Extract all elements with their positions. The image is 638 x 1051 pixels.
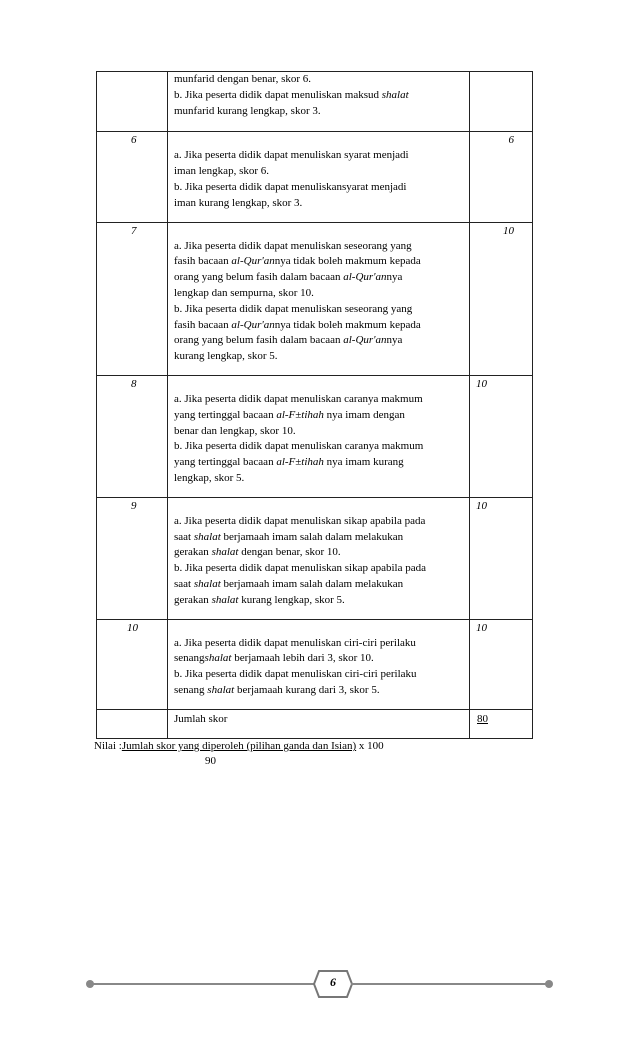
question-number: 7 [97, 222, 168, 375]
question-number: 10 [97, 619, 168, 709]
rubric-row [97, 375, 533, 497]
rubric-line: orang yang belum fasih dalam bacaan al-Qur'annya [174, 334, 403, 347]
rubric-line: yang tertinggal bacaan al-F±tihah nya imam kurang [174, 456, 404, 469]
footer-left-rule [92, 983, 315, 985]
rubric-line: b. Jika peserta didik dapat menuliskan maksud shalat [174, 88, 409, 101]
total-row [97, 709, 533, 738]
formula-prefix: Nilai : [94, 740, 122, 752]
rubric-row [97, 222, 533, 375]
rubric-line: gerakan shalat dengan benar, skor 10. [174, 546, 341, 559]
rubric-description [168, 132, 470, 222]
rubric-row [97, 132, 533, 222]
rubric-line: b. Jika peserta didik dapat menuliskan sikap apabila pada [174, 562, 427, 575]
score-formula [94, 739, 384, 753]
question-number: 9 [97, 497, 168, 619]
formula-numerator: Jumlah skor yang diperoleh (pilihan ganda dan Isian) [121, 740, 357, 752]
total-value: 80 [470, 709, 533, 738]
max-score: 6 [470, 132, 533, 222]
question-number: 6 [97, 132, 168, 222]
rubric-line: a. Jika peserta didik dapat menuliskan caranya makmum [174, 392, 423, 405]
footer-right-dot [545, 980, 553, 988]
rubric-line: a. Jika peserta didik dapat menuliskan ciri-ciri perilaku [174, 636, 416, 649]
rubric-line: senangshalat berjamaah lebih dari 3, skor 10. [174, 652, 374, 665]
rubric-line: saat shalat berjamaah imam salah dalam melakukan [174, 577, 404, 590]
max-score [470, 72, 533, 132]
rubric-body [97, 72, 533, 710]
rubric-description [168, 375, 470, 497]
rubric-line: a. Jika peserta didik dapat menuliskan sikap apabila pada [174, 514, 426, 527]
rubric-line: yang tertinggal bacaan al-F±tihah nya imam dengan [174, 408, 405, 421]
rubric-line: fasih bacaan al-Qur'annya tidak boleh makmum kepada [174, 255, 421, 268]
total-label: Jumlah skor [168, 709, 470, 738]
rubric-description [168, 497, 470, 619]
rubric-description [168, 619, 470, 709]
rubric-line: a. Jika peserta didik dapat menuliskan seseorang yang [174, 239, 412, 252]
rubric-line: lengkap, skor 5. [174, 471, 245, 484]
max-score: 10 [470, 619, 533, 709]
rubric-description [168, 222, 470, 375]
rubric-line: b. Jika peserta didik dapat menuliskan caranya makmum [174, 440, 424, 453]
rubric-line: benar dan lengkap, skor 10. [174, 424, 296, 437]
rubric-line: b. Jika peserta didik dapat menuliskan ciri-ciri perilaku [174, 668, 417, 681]
total-empty-cell [97, 709, 168, 738]
rubric-line: gerakan shalat kurang lengkap, skor 5. [174, 593, 345, 606]
formula-suffix: x 100 [356, 740, 384, 752]
rubric-line: iman lengkap, skor 6. [174, 165, 270, 178]
rubric-line: senang shalat berjamaah kurang dari 3, skor 5. [174, 683, 380, 696]
rubric-line: fasih bacaan al-Qur'annya tidak boleh makmum kepada [174, 318, 421, 331]
question-number: 8 [97, 375, 168, 497]
rubric-line: munfarid dengan benar, skor 6. [174, 73, 312, 85]
max-score: 10 [470, 497, 533, 619]
rubric-row [97, 619, 533, 709]
scoring-rubric-table [96, 71, 533, 739]
formula-denominator: 90 [205, 755, 216, 767]
rubric-line: a. Jika peserta didik dapat menuliskan syarat menjadi [174, 149, 409, 162]
rubric-line: kurang lengkap, skor 5. [174, 350, 278, 363]
page-number: 6 [330, 975, 336, 989]
max-score: 10 [470, 375, 533, 497]
rubric-line: b. Jika peserta didik dapat menuliskan seseorang yang [174, 302, 413, 315]
footer-right-rule [351, 983, 547, 985]
rubric-line: iman kurang lengkap, skor 3. [174, 196, 303, 209]
rubric-row [97, 497, 533, 619]
rubric-line: lengkap dan sempurna, skor 10. [174, 286, 314, 299]
rubric-line: saat shalat berjamaah imam salah dalam melakukan [174, 530, 404, 543]
max-score: 10 [470, 222, 533, 375]
rubric-row [97, 72, 533, 132]
rubric-line: b. Jika peserta didik dapat menuliskansyarat menjadi [174, 180, 407, 193]
rubric-line: orang yang belum fasih dalam bacaan al-Qur'annya [174, 271, 403, 284]
rubric-line: munfarid kurang lengkap, skor 3. [174, 104, 321, 117]
question-number [97, 72, 168, 132]
rubric-description [168, 72, 470, 132]
